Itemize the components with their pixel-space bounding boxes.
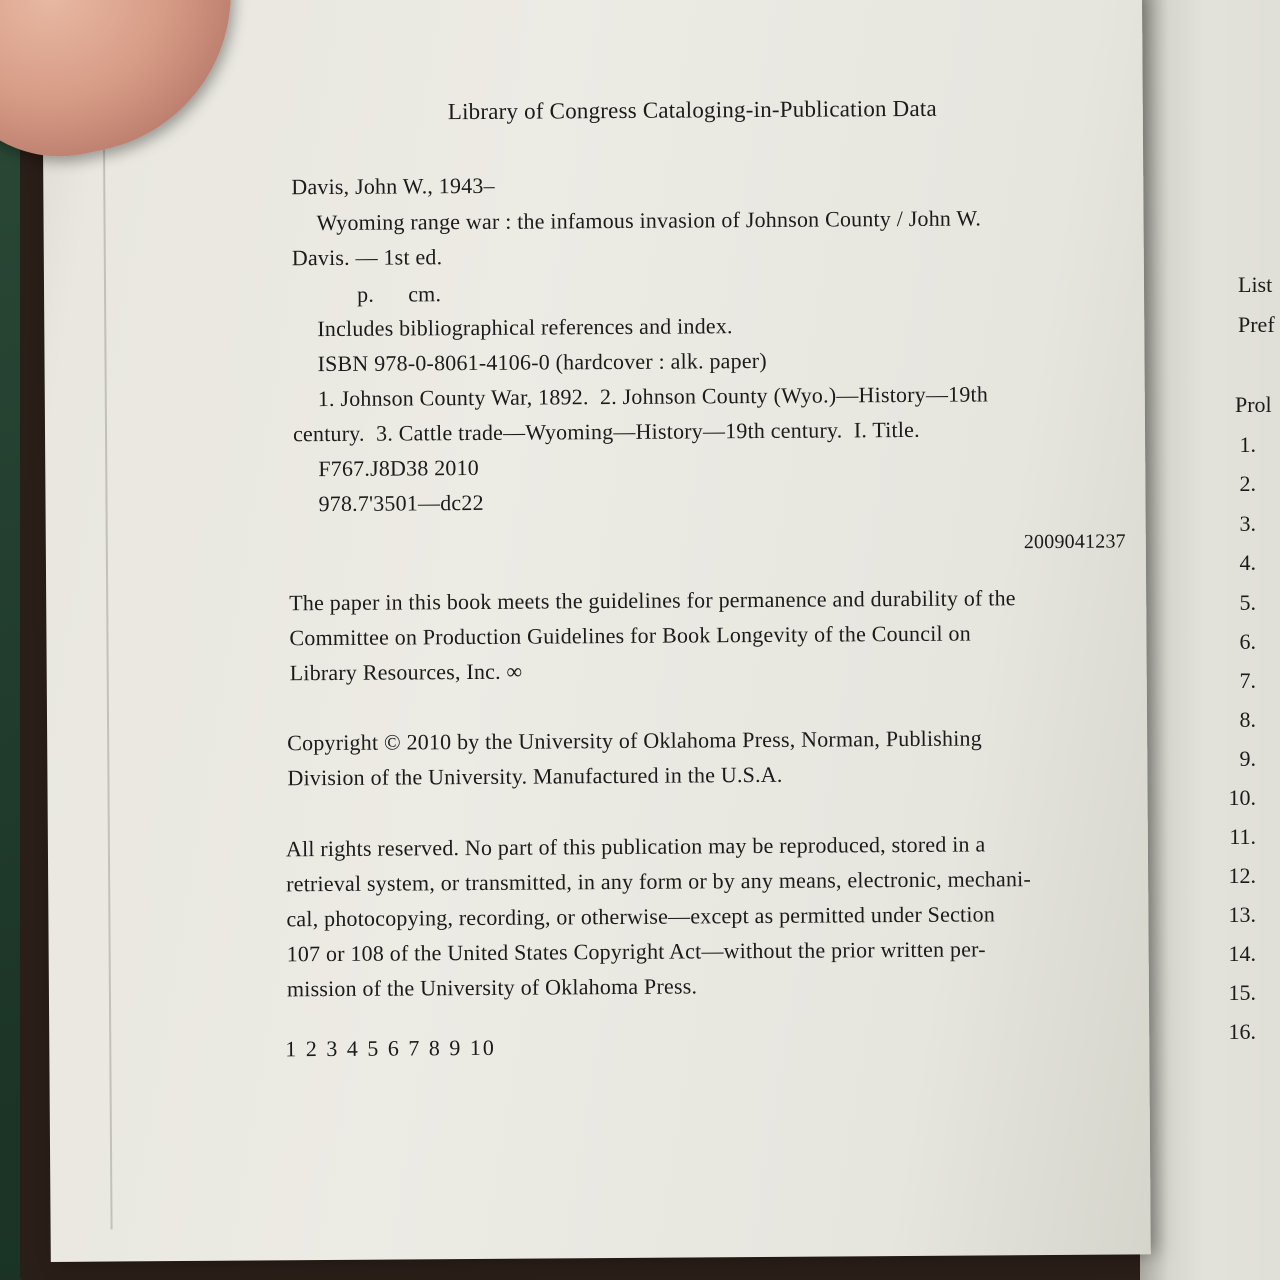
rights-line: mission of the University of Oklahoma Press.	[286, 973, 698, 1002]
toc-label-preface: Pref	[1238, 312, 1275, 337]
cip-physical-desc: p. cm.	[356, 281, 442, 307]
toc-number: 13.	[1228, 902, 1256, 927]
paper-note-line: Library Resources, Inc. ∞	[289, 658, 523, 686]
paper-note-line: Committee on Production Guidelines for Book Longevity of the Council on	[289, 620, 971, 651]
toc-number: 5.	[1239, 590, 1256, 615]
toc-number: 12.	[1228, 863, 1256, 888]
page-gutter-line	[103, 110, 113, 1230]
cip-edition-line: Davis. — 1st ed.	[291, 244, 443, 271]
cip-lc-class: F767.J8D38 2010	[318, 454, 480, 482]
toc-number: 6.	[1239, 629, 1256, 654]
printing-line: 1 2 3 4 5 6 7 8 9 10	[285, 1034, 496, 1062]
cip-isbn: ISBN 978-0-8061-4106-0 (hardcover : alk. paper)	[317, 347, 767, 377]
left-page	[42, 0, 1151, 1262]
toc-number: 9.	[1239, 746, 1256, 771]
toc-number: 1.	[1239, 432, 1256, 457]
toc-number: 2.	[1239, 471, 1256, 496]
toc-number: 14.	[1228, 941, 1256, 966]
toc-number: 11.	[1229, 824, 1256, 849]
toc-number: 8.	[1239, 707, 1256, 732]
rights-line: All rights reserved. No part of this publication may be reproduced, stored in a	[285, 831, 986, 862]
toc-label-list: List	[1238, 272, 1273, 297]
toc-number: 3.	[1239, 511, 1256, 536]
toc-number: 7.	[1239, 668, 1256, 693]
rights-line: 107 or 108 of the United States Copyright Act—without the prior written per-	[286, 936, 986, 967]
cip-dewey: 978.7'3501—dc22	[318, 489, 484, 517]
paper-note-line: The paper in this book meets the guidelines for permanence and durability of the	[289, 585, 1016, 616]
toc-label-prologue: Prol	[1235, 392, 1272, 417]
copyright-line: Division of the University. Manufactured in the U.S.A.	[287, 761, 783, 791]
toc-number: 16.	[1228, 1019, 1256, 1044]
toc-number: 10.	[1228, 785, 1256, 810]
cip-author: Davis, John W., 1943–	[291, 172, 495, 200]
cip-subjects-line-1: 1. Johnson County War, 1892. 2. Johnson County (Wyo.)—History—19th	[317, 381, 989, 412]
cip-title-line: Wyoming range war : the infamous invasion of Johnson County / John W.	[316, 205, 982, 236]
cip-heading: Library of Congress Cataloging-in-Publication Data	[447, 95, 937, 125]
cip-subjects-line-2: century. 3. Cattle trade—Wyoming—History—19th century. I. Title.	[292, 416, 920, 447]
rights-line: cal, photocopying, recording, or otherwise—except as permitted under Section	[286, 901, 996, 932]
toc-number: 4.	[1239, 550, 1256, 575]
copyright-line: Copyright © 2010 by the University of Oklahoma Press, Norman, Publishing	[287, 725, 983, 756]
cip-note: Includes bibliographical references and index.	[317, 313, 733, 342]
rights-line: retrieval system, or transmitted, in any form or by any means, electronic, mechani-	[286, 866, 1032, 897]
cip-lccn: 2009041237	[1023, 530, 1126, 554]
toc-number: 15.	[1228, 980, 1256, 1005]
right-page	[1140, 0, 1280, 1280]
